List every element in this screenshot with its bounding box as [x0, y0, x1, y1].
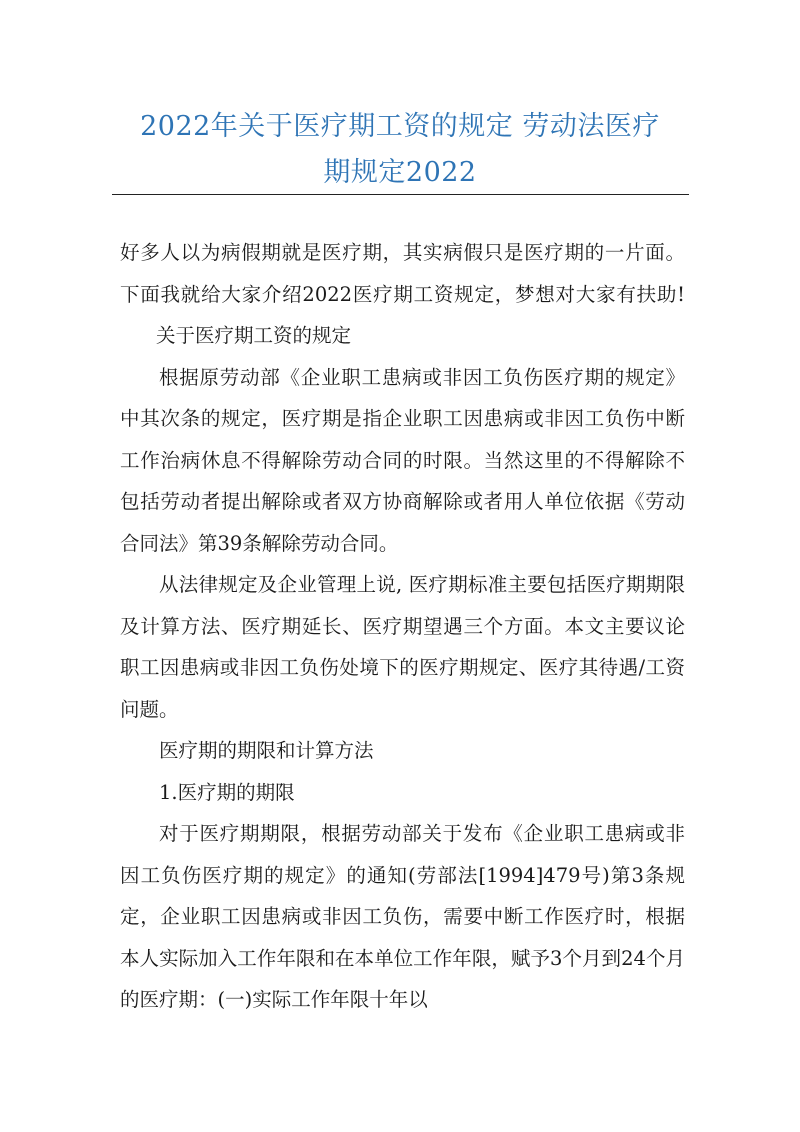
section-heading-salary-rules: 关于医疗期工资的规定 — [156, 324, 352, 347]
paragraph-intro — [120, 232, 685, 357]
paragraph-period-limit: 对于医疗期期限，根据劳动部关于发布《企业职工患病或非因工负伤医疗期的规定》的通知(劳部法[1994]479号)第3条规定，企业职工因患病或非因工负伤，需要中断工作医疗时，根据本人实际加入工作年限和在本单位工作年限，赋予3个月到24个月的医疗期：(一)实际工作年限十年以 — [120, 822, 685, 1011]
title-divider — [112, 194, 689, 195]
title-line-2: 期规定2022 — [323, 157, 477, 188]
subheading-period-limit: 1.医疗期的期限 — [159, 780, 295, 804]
document-body — [120, 232, 685, 1021]
title-line-1: 2022年关于医疗期工资的规定 劳动法医疗 — [140, 111, 660, 142]
paragraph-definition: 根据原劳动部《企业职工患病或非因工负伤医疗期的规定》中其次条的规定，医疗期是指企业职工因患病或非因工负伤中断工作治病休息不得解除劳动合同的时限。当然这里的不得解除不包括劳动者提出解除或者双方协商解除或者用人单位依据《劳动合同法》第39条解除劳动合同。 — [120, 365, 685, 555]
intro-text: 好多人以为病假期就是医疗期，其实病假只是医疗期的一片面。下面我就给大家介绍2022医疗期工资规定，梦想对大家有扶助! — [120, 241, 685, 306]
section-heading-period-calculation: 医疗期的期限和计算方法 — [159, 739, 374, 762]
paragraph-standards: 从法律规定及企业管理上说, 医疗期标准主要包括医疗期期限及计算方法、医疗期延长、医疗期望遇三个方面。本文主要议论职工因患病或非因工负伤处境下的医疗期规定、医疗其待遇/工资问题。 — [120, 573, 685, 721]
document-title — [110, 104, 690, 196]
